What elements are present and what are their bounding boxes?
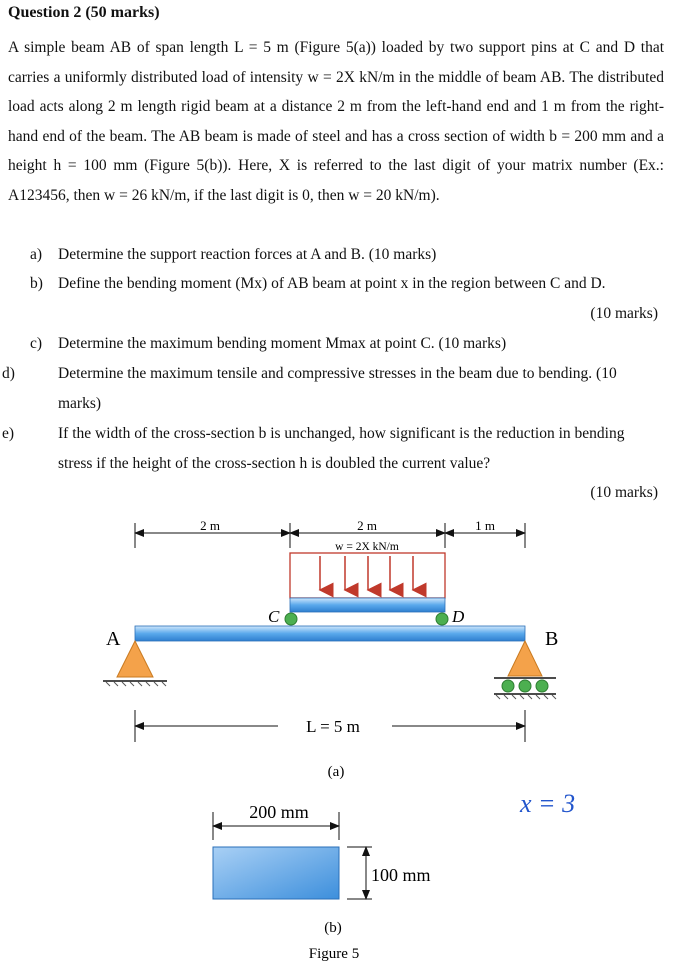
part-text: Determine the maximum bending moment Mmax at point C. (10 marks) xyxy=(58,335,507,352)
part-text: Define the bending moment (Mx) of AB beam at point x in the region between C and D. xyxy=(58,275,606,292)
dim-right-label: 1 m xyxy=(475,518,495,533)
part-label: d) xyxy=(2,365,15,382)
caption-b: (b) xyxy=(324,920,342,936)
height-label: 100 mm xyxy=(371,865,431,885)
span-dimension xyxy=(135,710,525,742)
part-label: a) xyxy=(30,246,43,263)
figure-caption: Figure 5 xyxy=(308,946,360,962)
part-text: Determine the support reaction forces at A and B. (10 marks) xyxy=(58,246,437,263)
part-text: Determine the maximum tensile and compressive stresses in the beam due to bending. (10 marks) xyxy=(58,365,617,412)
label-a: A xyxy=(106,628,121,650)
distributed-load xyxy=(290,553,445,598)
load-label: w = 2X kN/m xyxy=(335,541,399,553)
label-d: D xyxy=(452,607,465,626)
width-label: 200 mm xyxy=(249,802,309,822)
rigid-beam-cd xyxy=(290,598,445,612)
part-label: c) xyxy=(30,335,43,352)
section-rect xyxy=(213,847,339,899)
part-label: b) xyxy=(30,275,43,292)
part-label: e) xyxy=(2,425,15,442)
beam-ab xyxy=(135,626,525,641)
part-b-marks: (10 marks) xyxy=(590,305,658,322)
caption-a: (a) xyxy=(327,764,345,780)
top-dimensions xyxy=(135,518,525,553)
question-title: Question 2 (50 marks) xyxy=(8,4,160,21)
part-text: If the width of the cross-section b is unchanged, how significant is the reduction in bending stress if the height of the cross-section h is doubled the current value? xyxy=(58,425,625,472)
span-label: L = 5 m xyxy=(306,717,360,736)
pin-c xyxy=(285,613,297,625)
handwritten-note: x = 3 xyxy=(520,789,576,818)
cross-section xyxy=(213,802,431,899)
pin-d xyxy=(436,613,448,625)
dim-left-label: 2 m xyxy=(200,518,220,533)
part-e-marks: (10 marks) xyxy=(590,484,658,501)
dim-mid-label: 2 m xyxy=(357,518,377,533)
question-paragraph: A simple beam AB of span length L = 5 m (Figure 5(a)) loaded by two support pins at C and D that carries a uniformly distributed load of intensity w = 2X kN/m in the middle of beam AB. The distributed load acts along 2 m length rigid beam at a distance 2 m from the left-hand end and 1 m from the right-hand end of the beam. The AB beam is made of steel and has a cross section of width b = 200 mm and a height h = 100 mm (Figure 5(b)). Here, X is referred to the last digit of your matrix number (Ex.: A123456, then w = 26 kN/m, if the last digit is 0, then w = 20 kN/m). xyxy=(8,39,664,204)
label-b: B xyxy=(545,628,559,650)
label-c: C xyxy=(268,607,280,626)
